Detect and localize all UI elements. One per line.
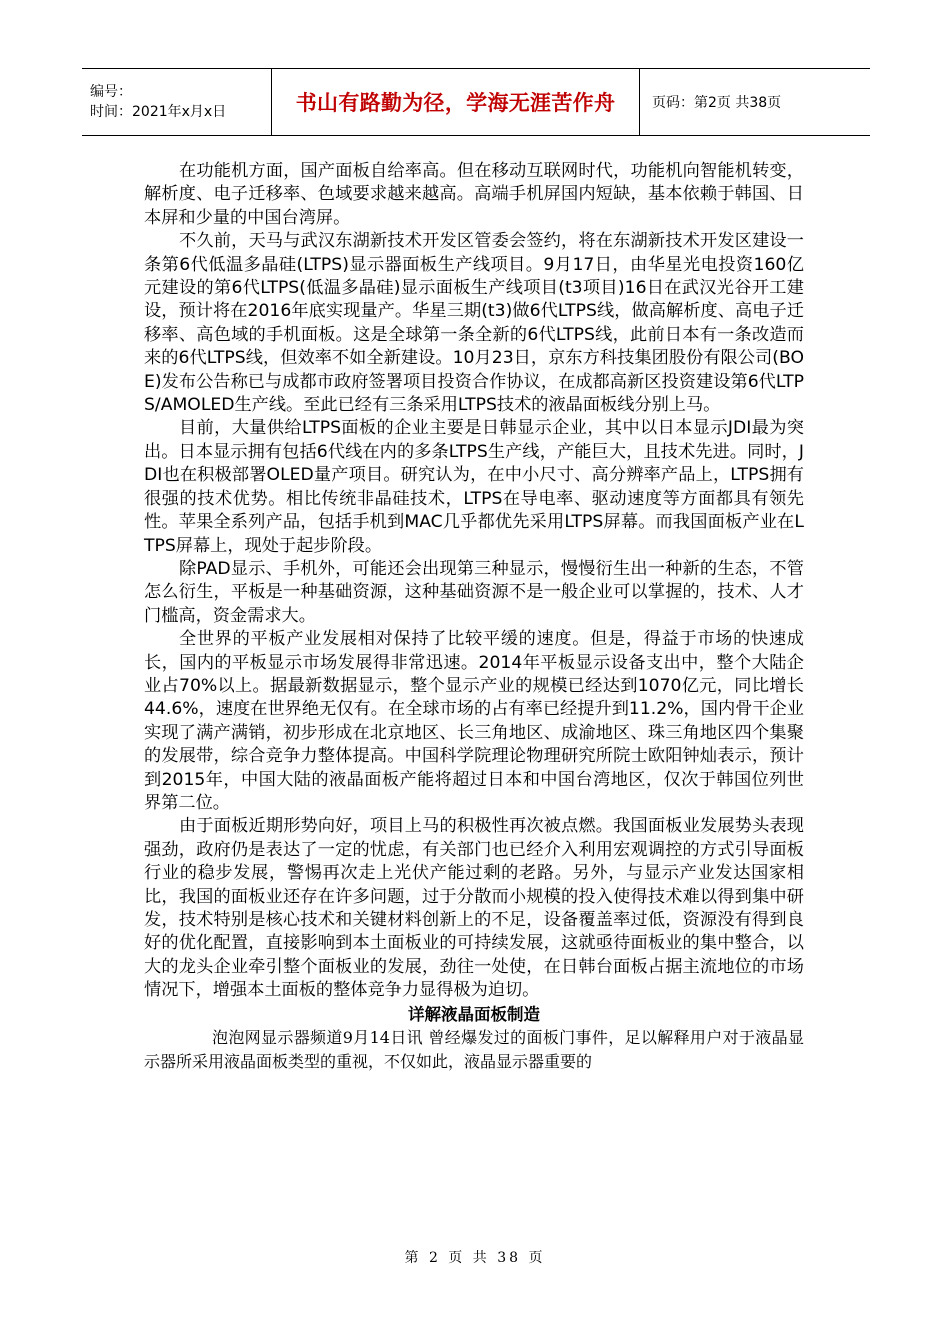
footer-page-number: 第 2 页 共 38 页 [404,1250,546,1266]
paragraph-4: 除PAD显示、手机外，可能还会出现第三种显示，慢慢衍生出一种新的生态，不管怎么衍生，平板是一种基础资源，这种基础资源不是一般企业可以掌握的，技术、人才门槛高，资金需求大。 [144,558,804,626]
document-body [144,160,804,1073]
number-label: 编号： [90,84,132,100]
paragraph-3: 目前，大量供给LTPS面板的企业主要是日韩显示企业，其中以日本显示JDI最为突出。日本显示拥有包括6代线在内的多条LTPS生产线，产能巨大，且技术先进。同时，JDI也在积极部署OLED量产项目。研究认为，在中小尺寸、高分辨率产品上，LTPS拥有很强的技术优势。相比传统非晶硅技术，LTPS在导电率、驱动速度等方面都具有领先性。苹果全系列产品，包括手机到MAC几乎都优先采用LTPS屏幕。而我国面板产业在LTPS屏幕上，现处于起步阶段。 [144,418,804,556]
section-title: 详解液晶面板制造 [408,1004,540,1024]
paragraph-6: 由于面板近期形势向好，项目上马的积极性再次被点燃。我国面板业发展势头表现强劲，政府仍是表达了一定的忧虑，有关部门也已经介入利用宏观调控的方式引导面板行业的稳步发展，警惕再次走上光伏产能过剩的老路。另外，与显示产业发达国家相比，我国的面板业还存在许多问题，过于分散而小规模的投入使得技术难以得到集中研发，技术特别是核心技术和关键材料创新上的不足，设备覆盖率过低，资源没有得到良好的优化配置，直接影响到本土面板业的可持续发展，这就亟待面板业的集中整合，以大的龙头企业牵引整个面板业的发展，劲往一处使，在日韩台面板占据主流地位的市场情况下，增强本土面板的整体竞争力显得极为迫切。 [144,816,804,1001]
page-footer [0,1247,950,1267]
header-page-info [640,69,870,135]
paragraph-2: 不久前，天马与武汉东湖新技术开发区管委会签约，将在东湖新技术开发区建设一条第6代低温多晶硅(LTPS)显示器面板生产线项目。9月17日，由华星光电投资160亿元建设的第6代LTPS(低温多晶硅)显示面板生产线项目(t3项目)16日在武汉光谷开工建设，预计将在2016年底实现量产。华星三期(t3)做6代LTPS线，做高解析度、高电子迁移率、高色域的手机面板。这是全球第一条全新的6代LTPS线，此前日本有一条改造而来的6代LTPS线，但效率不如全新建设。10月23日，京东方科技集团股份有限公司(BOE)发布公告称已与成都市政府签署项目投资合作协议，在成都高新区投资建设第6代LTPS/AMOLED生产线。至此已经有三条采用LTPS技术的液晶面板线分别上马。 [144,231,804,416]
section-intro-paragraph: 泡泡网显示器频道9月14日讯 曾经爆发过的面板门事件，足以解释用户对于液晶显示器所采用液晶面板类型的重视，不仅如此，液晶显示器重要的 [144,1028,804,1071]
motto-text: 书山有路勤为径，学海无涯苦作舟 [295,90,616,115]
page-header [82,68,870,136]
page-info-text: 页码：第2页 共38页 [652,95,782,111]
header-motto [272,69,640,135]
time-label: 时间：2021年x月x日 [90,104,227,120]
header-meta [82,69,272,135]
paragraph-5: 全世界的平板产业发展相对保持了比较平缓的速度。但是，得益于市场的快速成长，国内的平板显示市场发展得非常迅速。2014年平板显示设备支出中，整个大陆企业占70%以上。据最新数据显示，整个显示产业的规模已经达到1070亿元，同比增长44.6%，速度在世界绝无仅有。在全球市场的占有率已经提升到11.2%，国内骨干企业实现了满产满销，初步形成在北京地区、长三角地区、成渝地区、珠三角地区四个集聚的发展带，综合竞争力整体提高。中国科学院理论物理研究所院士欧阳钟灿表示，预计到2015年，中国大陆的液晶面板产能将超过日本和中国台湾地区，仅次于韩国位列世界第二位。 [144,629,804,813]
paragraph-1: 在功能机方面，国产面板自给率高。但在移动互联网时代，功能机向智能机转变，解析度、电子迁移率、色域要求越来越高。高端手机屏国内短缺，基本依赖于韩国、日本屏和少量的中国台湾屏。 [144,161,804,228]
